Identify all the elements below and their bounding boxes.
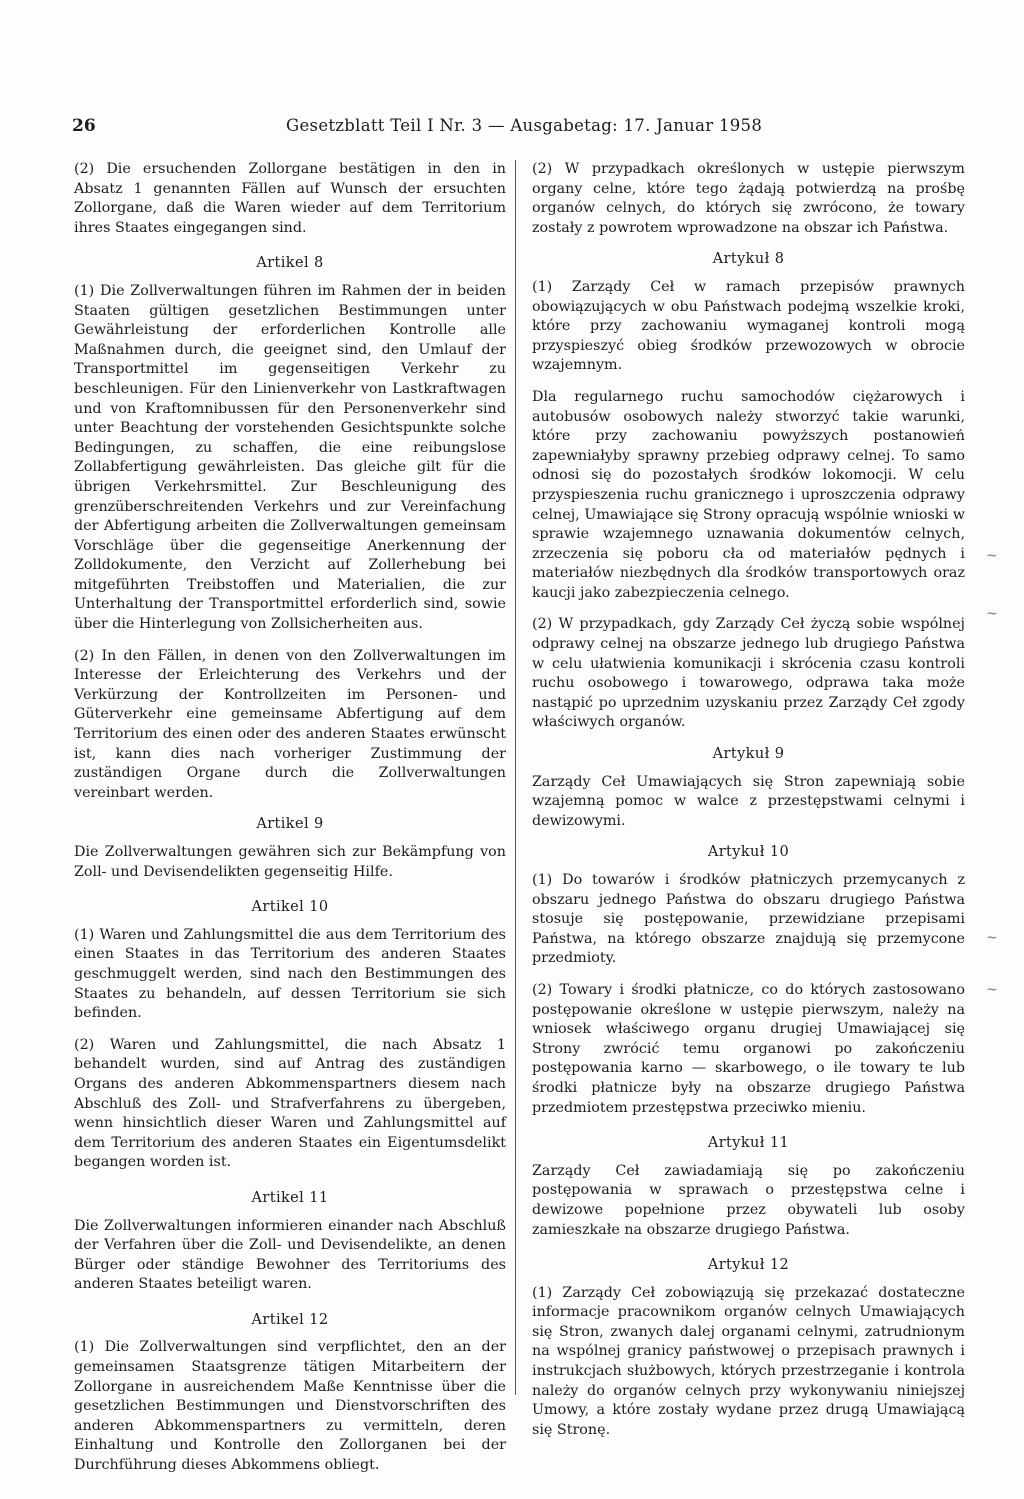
pl-article-8-paragraph-3: (2) W przypadkach, gdy Zarządy Ceł życzą sobie wspólnej odprawy celnej na obszarze jednego lub drugiego Państwa w celu ułatwienia komunikacji i skrócenia czasu kontroli ruchu osobowego i towarowego, odprawa taka może nastąpić po uprzednim uzyskaniu przez Zarządy Ceł zgody właściwych organów. [532,616,965,731]
pl-article-9-heading: Artykuł 9 [712,746,785,763]
pl-article-11-heading: Artykuł 11 [707,1135,790,1152]
page-header [72,116,962,142]
de-article-12-heading: Artikel 12 [251,1311,329,1328]
de-article-12-paragraph-1: (1) Die Zollverwaltungen sind verpflichtet, den an der gemeinsamen Staatsgrenze tätigen Mitarbeitern der Zollorgane in ausreichendem Maße Kenntnisse über die gesetzlichen Bestimmungen und Dienstvorschriften des anderen Abkommenspartners zu vermitteln, deren Einhaltung und Kontrolle den Zollorganen bei der Durchführung dieses Abkommens obliegt. [74,1339,506,1474]
pl-article-8-heading: Artykuł 8 [712,251,785,268]
de-intro-paragraph: (2) Die ersuchenden Zollorgane bestätigen in den in Absatz 1 genannten Fällen auf Wunsch der ersuchten Zollorgane, daß die Waren wieder auf dem Territorium ihres Staates eingegangen sind. [74,161,506,236]
pl-article-10-paragraph-1: (1) Do towarów i środków płatniczych przemycanych z obszaru jednego Państwa do obszaru drugiego Państwa stosuje się postępowanie, przewidziane przepisami Państwa, na którego obszarze znajdują się przemycone przedmioty. [532,872,965,967]
pl-intro-paragraph: (2) W przypadkach określonych w ustępie pierwszym organy celne, które tego żądają potwierdzą na prośbę organów celnych, do których się zwrócono, że towary zostały z powrotem wprowadzone na obszar ich Państwa. [532,161,965,236]
margin-mark: ~ [986,606,998,622]
pl-article-8-paragraph-2: Dla regularnego ruchu samochodów ciężarowych i autobusów osobowych należy stworzyć takie warunki, które przy zachowaniu powyższych postanowień zapewniałyby sprawny przebieg odprawy celnej. To samo odnosi się do pozostałych środków lokomocji. W celu przyspieszenia ruchu granicznego i uproszczenia odprawy celnej, Umawiające się Strony opracują wspólnie wnioski w sprawie wzajemnego uznawania dokumentów celnych, zrzeczenia się poboru cła od materiałów pędnych i materiałów niezbędnych dla środków transportowych oraz kaucji jako zabezpieczenia celnego. [532,388,965,601]
de-article-8-paragraph-1: (1) Die Zollverwaltungen führen im Rahmen der in beiden Staaten gültigen gesetzlichen Bestimmungen unter Gewährleistung der erforderlichen Kontrolle alle Maßnahmen durch, die geeignet sind, den Umlauf der Transportmittel im gegenseitigen Verkehr zu beschleunigen. Für den Linienverkehr von Lastkraftwagen und von Kraftomnibussen für den Personenverkehr sind unter Beachtung der vorstehenden Gesichtspunkte solche Bedingungen, zu schaffen, die eine reibungslose Zollabfertigung gewährleisten. Das gleiche gilt für die übrigen Verkehrsmittel. Zur Beschleunigung des grenzüberschreitenden Verkehrs und zur Vereinfachung der Abfertigung arbeiten die Zollverwaltungen gemeinsam Vorschläge über die gegenseitige Anerkennung der Zolldokumente, den Verzicht auf Zollerhebung bei mitgeführten Treibstoffen und Materialien, die zur Unterhaltung der Transportmittel erforderlich sind, sowie über die Hinterlegung von Zollsicherheiten aus. [74,282,506,633]
de-article-11-heading: Artikel 11 [251,1189,329,1206]
pl-article-8-paragraph-1: (1) Zarządy Ceł w ramach przepisów prawnych obowiązujących w obu Państwach podejmą wszelkie kroki, które przy zachowaniu wymaganej kontroli mogą przyspieszyć obieg środków przewozowych w obrocie wzajemnym. [532,278,965,374]
de-article-10-paragraph-1: (1) Waren und Zahlungsmittel die aus dem Territorium des einen Staates in das Territorium des anderen Staates geschmuggelt werden, sind nach den Bestimmungen des Staates zu behandeln, auf dessen Territorium sie sich befinden. [74,926,506,1022]
polish-column [532,160,965,1452]
de-article-9-heading: Artikel 9 [256,816,324,833]
pl-article-9-paragraph: Zarządy Ceł Umawiających się Stron zapewniają sobie wzajemną pomoc w walce z przestępstwami celnymi i dewizowymi. [532,773,965,829]
margin-mark: ~ [986,982,998,998]
column-divider [515,160,516,1395]
de-article-9-paragraph: Die Zollverwaltungen gewähren sich zur Bekämpfung von Zoll- und Devisendelikten gegenseitig Hilfe. [74,844,506,880]
pl-article-11-paragraph: Zarządy Ceł zawiadamiają się po zakończeniu postępowania w sprawach o przestępstwa celne i dewizowe popełnione przez obywateli lub osoby zamieszkałe na obszarze drugiego Państwa. [532,1162,965,1238]
pl-article-10-heading: Artykuł 10 [707,844,790,861]
pl-article-12-paragraph-1: (1) Zarządy Ceł zobowiązują się przekazać dostateczne informacje pracownikom organów celnych Umawiających się Stron, zwanych dalej organami celnymi, zatrudnionym na wspólnej granicy państwowej o przepisach prawnych i instrukcjach służbowych, których przestrzeganie i kontrola należy do organów celnych przy wykonywaniu niniejszej Umowy, a które zostały wydane przez drugą Umawiającą się Stronę. [532,1284,965,1438]
running-title: Gesetzblatt Teil I Nr. 3 — Ausgabetag: 17. Januar 1958 [286,116,763,135]
de-article-10-paragraph-2: (2) Waren und Zahlungsmittel, die nach Absatz 1 behandelt wurden, sind auf Antrag des zuständigen Organs des anderen Abkommenspartners diesem nach Abschluß des Zoll- und Strafverfahrens zu übergeben, wenn hinsichtlich dieser Waren und Zahlungsmittel auf dem Territorium des anderen Staates ein Eigentumsdelikt begangen worden ist. [74,1036,506,1171]
margin-mark: ~ [986,548,998,564]
de-article-10-heading: Artikel 10 [251,899,329,916]
de-article-8-heading: Artikel 8 [256,255,324,272]
de-article-8-paragraph-2: (2) In den Fällen, in denen von den Zollverwaltungen im Interesse der Erleichterung des Verkehrs und der Verkürzung der Kontrollzeiten im Personen- und Güterverkehr eine gemeinsame Abfertigung auf dem Territorium des einen oder des anderen Staates erwünscht ist, kann dies nach vorheriger Zustimmung der zuständigen Organe durch die Zollverwaltungen vereinbart werden. [74,647,506,801]
pl-article-10-paragraph-2: (2) Towary i środki płatnicze, co do których zastosowano postępowanie określone w ustępie pierwszym, należy na wniosek właściwego organu drugiej Umawiającej się Strony zwrócić temu organowi po zakończeniu postępowania karno — skarbowego, o ile towary te lub środki płatnicze były na obszarze drugiego Państwa przedmiotem przestępstwa przeciwko mieniu. [532,981,965,1116]
german-column [74,160,506,1488]
pl-article-12-heading: Artykuł 12 [707,1257,790,1274]
margin-mark: ~ [986,930,998,946]
page-number: 26 [72,116,96,136]
de-article-11-paragraph: Die Zollverwaltungen informieren einander nach Abschluß der Verfahren über die Zoll- und Devisendelikte, an denen Bürger oder ständige Bewohner des Territoriums des anderen Staates beteiligt waren. [74,1217,506,1293]
